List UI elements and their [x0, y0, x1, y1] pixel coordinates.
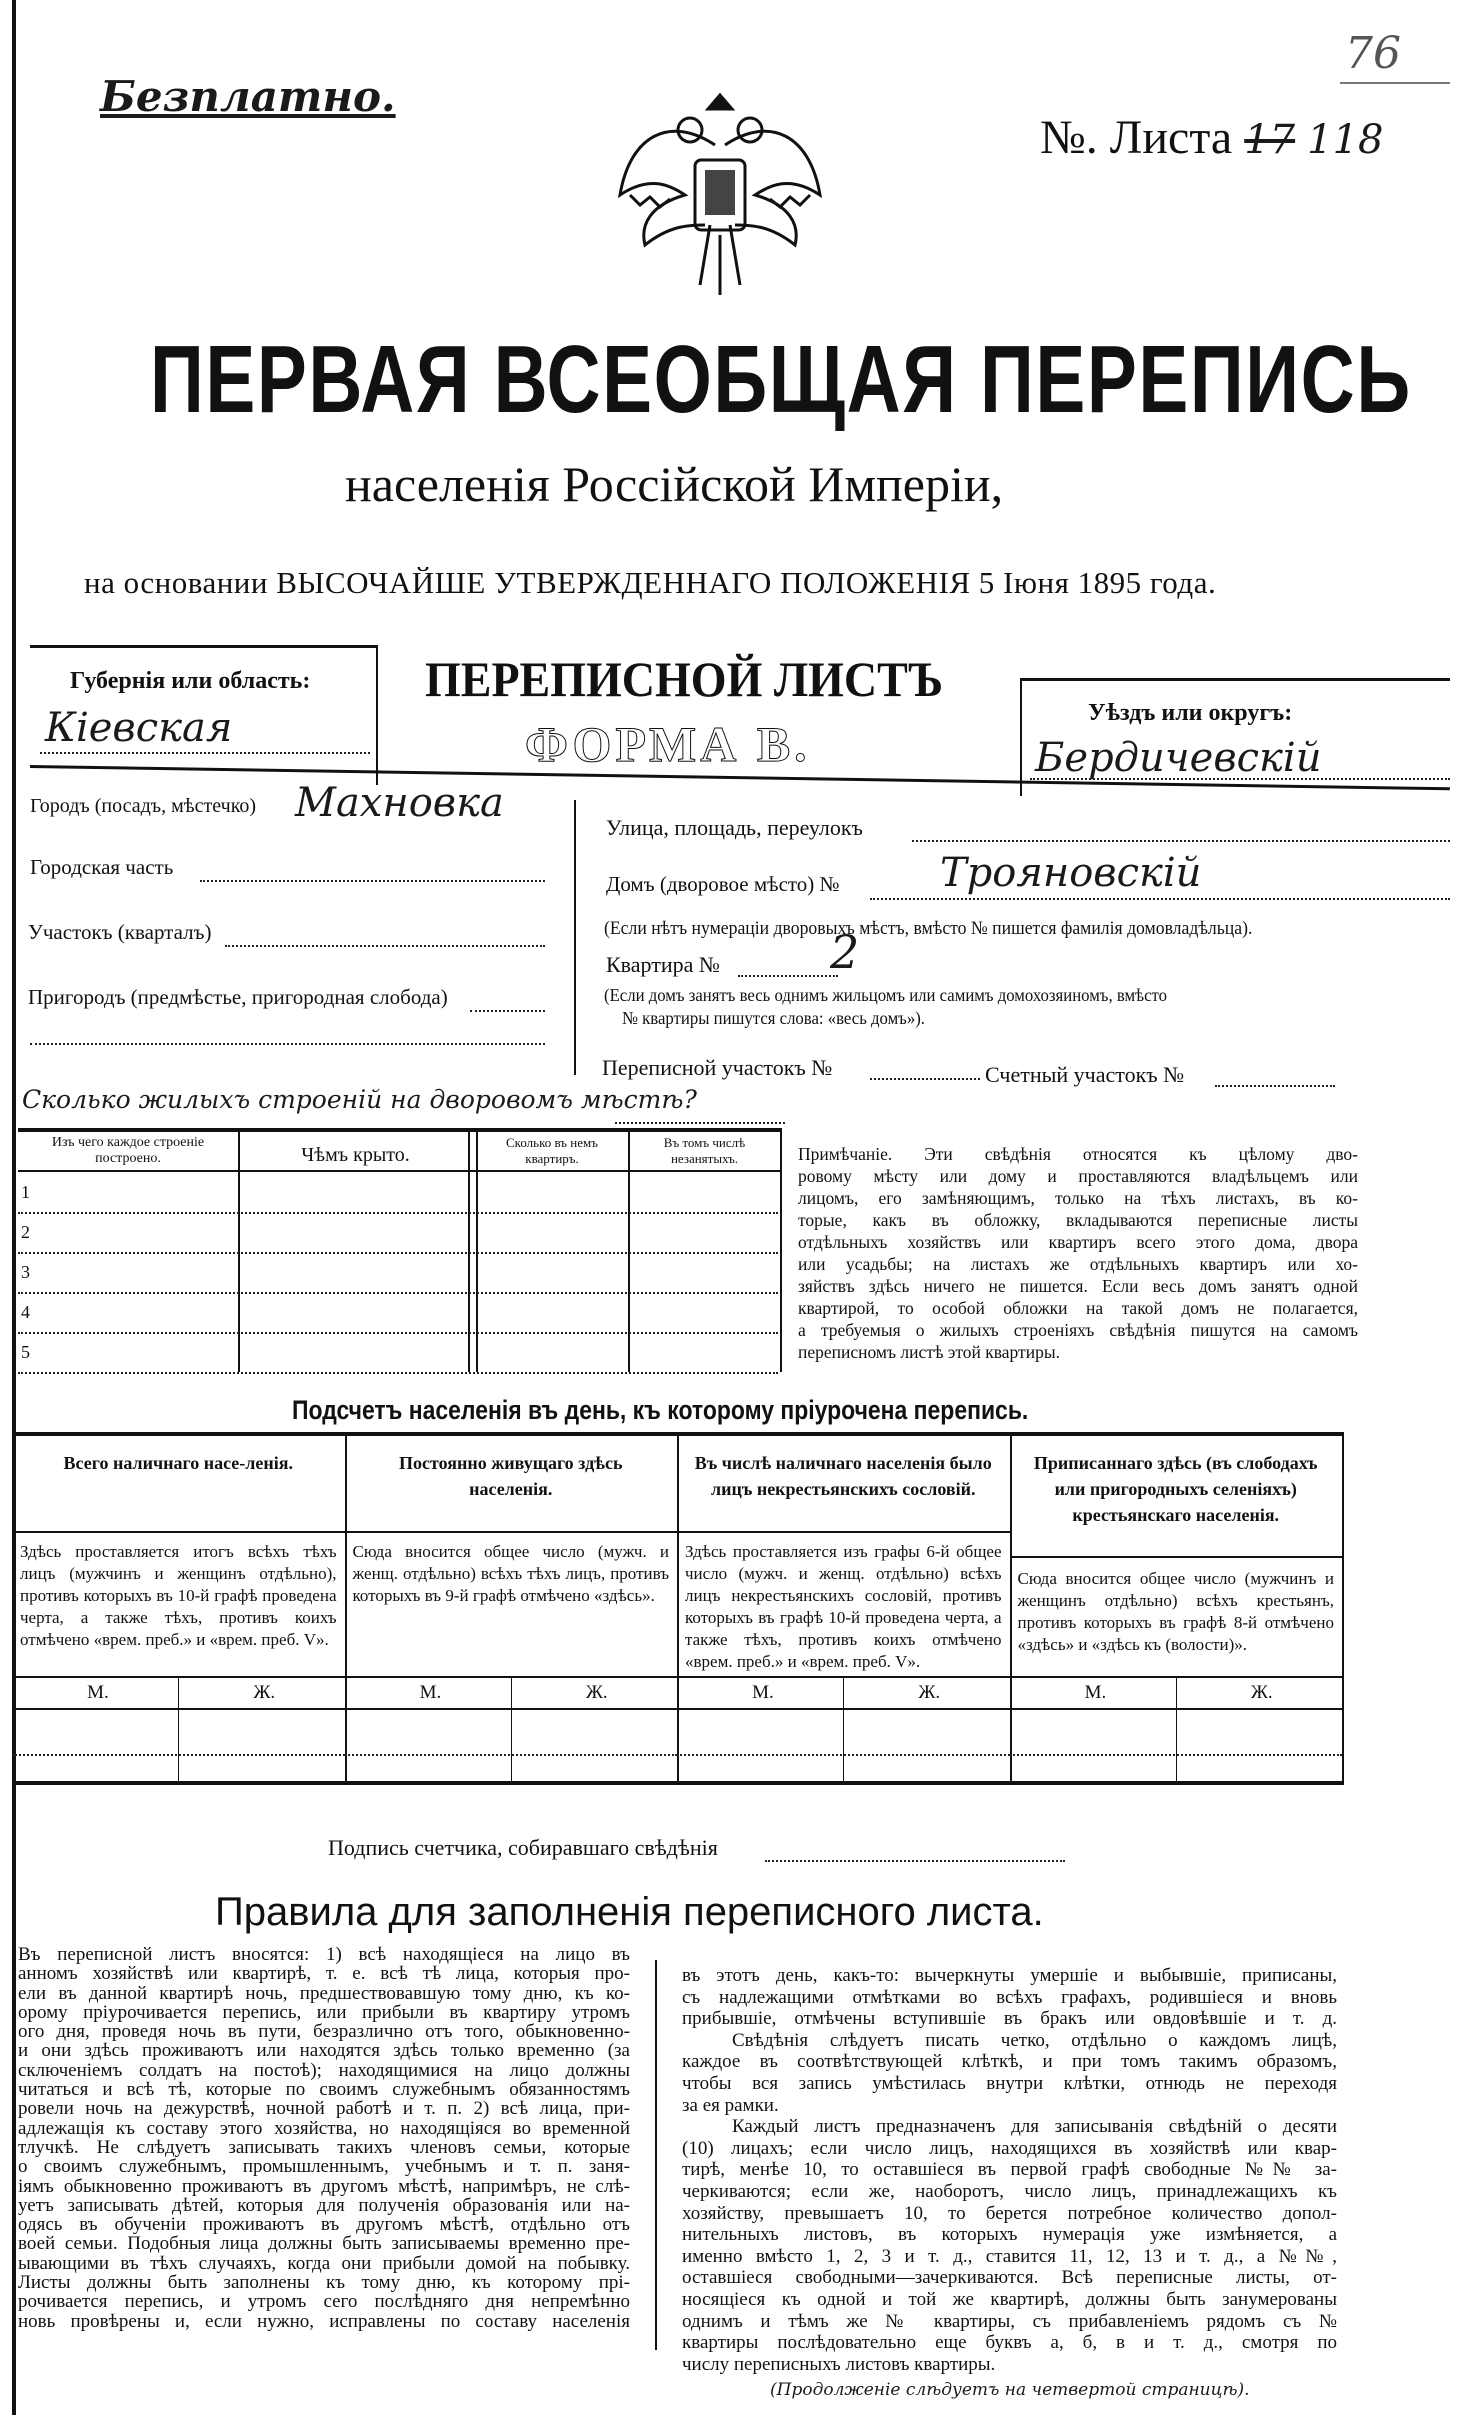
mf-divider	[511, 1676, 512, 1781]
free-label: Безплатно.	[100, 72, 396, 121]
apartment-value: 2	[830, 925, 860, 979]
signature-label: Подпись счетчика, собиравшаго свѣдѣнія	[328, 1835, 718, 1860]
suburb-line	[470, 1010, 545, 1012]
rules-title: Правила для заполненія переписного листа.	[215, 1890, 1044, 1934]
buildings-header-vacant: Въ томъ числѣ незанятыхъ.	[663, 1135, 746, 1166]
street-label: Улица, площадь, переулокъ	[606, 815, 863, 840]
rules-line: нительныхъ листовъ, въ которыхъ нумерація уже измѣняется, а	[682, 2224, 1337, 2246]
total-line	[345, 1754, 678, 1756]
rules-line: орому пріурочивается перепись, или прибыли въ квартиру утромъ	[18, 2002, 630, 2023]
row-line	[18, 1212, 778, 1214]
rules-line: каждое въ соотвѣтствующей клѣткѣ, и при томъ такимъ образомъ,	[682, 2051, 1337, 2073]
buildings-question: Сколько жилыхъ строеній на дворовомъ мѣстѣ?	[22, 1085, 697, 1114]
row-number: 4	[21, 1302, 30, 1322]
female-label: Ж.	[253, 1682, 276, 1703]
house-line	[870, 898, 1450, 900]
sheet-number	[1040, 110, 1383, 165]
row-number: 3	[21, 1262, 30, 1282]
archive-mark-underline	[1340, 82, 1450, 84]
imperial-eagle-icon	[610, 75, 830, 315]
form-title: ПЕРЕПИСНОЙ ЛИСТЪ	[425, 651, 944, 707]
column-header: Въ числѣ наличнаго населенія было лицъ некрестьянскихъ сословій.	[694, 1453, 992, 1499]
buildings-note	[798, 1143, 1358, 1363]
rules-line: Листы должны быть заполнены къ тому дню, къ которому прі-	[18, 2273, 630, 2293]
left-fields-border	[574, 800, 576, 1075]
rules-line: тирѣ, менѣе 10, то оставшіеся въ первой графѣ свободные №№ за-	[682, 2159, 1337, 2181]
rules-line: оставшіеся свободными—зачеркиваются. Всѣ переписные листы, от-	[682, 2267, 1337, 2289]
rules-line: въ этотъ день, какъ-то: вычеркнуты умершіе и выбывшіе, приписаны,	[682, 1965, 1337, 1986]
rules-line: ели въ данной квартирѣ ночь, предшествовавшую тому дню, къ ко-	[18, 1983, 630, 2003]
count-district-label: Счетный участокъ №	[985, 1062, 1185, 1087]
rules-line: одясь въ обученіи проживаютъ въ другомъ мѣстѣ, отдѣльно отъ	[18, 2215, 630, 2235]
rules-line: читаться и всѣ тѣ, которые по своимъ служебнымъ обязанностямъ	[18, 2080, 630, 2100]
rules-line: квартиры послѣдовательно еще буквъ а, б, в и т. д., смотря по	[682, 2332, 1337, 2354]
row-line	[18, 1332, 778, 1334]
mf-divider	[843, 1676, 844, 1781]
archive-mark: 76	[1345, 28, 1401, 79]
suburb-line-2	[30, 1043, 545, 1045]
uezd-value: Бердичевскій	[1035, 735, 1322, 781]
rules-line: тлучкѣ. Не слѣдуетъ записывать такихъ членовъ семьи, которые	[18, 2137, 630, 2158]
buildings-table	[18, 1128, 782, 1372]
count-district-line	[1215, 1085, 1335, 1087]
male-label: М.	[419, 1682, 442, 1703]
col-divider	[345, 1436, 347, 1781]
rules-line: (10) лицахъ; если число лицъ, находящихся въ хозяйствѣ или квар-	[682, 2137, 1337, 2159]
uezd-box-left	[1020, 678, 1022, 796]
buildings-answer-line	[615, 1122, 785, 1124]
city-part-line	[200, 880, 545, 882]
rules-line: именно вмѣсто 1, 2, 3 и т. д., ставится 11, 12, 13 и т. д., а №№,	[682, 2245, 1337, 2267]
rules-line: рочивается перепись, и утромъ сего послѣдняго дня непремѣнно	[18, 2292, 630, 2312]
rules-right-column	[682, 1965, 1337, 2375]
buildings-header-apartments: Сколько въ немъ квартиръ.	[506, 1135, 598, 1166]
column-header: Всего наличнаго насе-ленія.	[63, 1453, 293, 1473]
sheet-struck-number: 17	[1244, 117, 1296, 163]
col-divider	[677, 1436, 679, 1781]
rules-line: черкиваются; если же, наоборотъ, число лицъ, принадлежащихъ къ	[682, 2180, 1337, 2202]
buildings-header-roof: Чѣмъ крыто.	[301, 1144, 410, 1166]
sheet-number-value: 118	[1307, 117, 1384, 163]
signature-line	[765, 1860, 1065, 1862]
row-number: 1	[21, 1182, 30, 1202]
female-label: Ж.	[918, 1682, 941, 1703]
rules-line: Свѣдѣнія слѣдуетъ писать четко, отдѣльно о каждомъ лицѣ,	[732, 2029, 1337, 2051]
rules-left-column	[18, 1945, 630, 2331]
gubernia-value: Кіевская	[45, 705, 233, 751]
form-top-line	[30, 645, 378, 648]
population-title: Подсчетъ населенія въ день, къ которому пріурочена перепись.	[292, 1395, 1029, 1425]
note-line: торые, какъ въ обложку, вкладываются переписные листы	[798, 1210, 1358, 1230]
rules-line: носящіеся къ одной и той же квартирѣ, должны быть занумерованы	[682, 2288, 1337, 2310]
rules-line: чтобы вся запись умѣстилась внутри клѣтки, отнюдь не переходя	[682, 2072, 1337, 2094]
gubernia-line	[40, 752, 370, 754]
city-label: Городъ (посадъ, мѣстечко)	[30, 795, 257, 817]
house-value: Трояновскій	[940, 850, 1202, 896]
rules-line: сключеніемъ солдатъ на постоѣ); находящимися на лицо должны	[18, 2060, 630, 2081]
rules-line: хозяйству, превышаетъ 10, то берется потребное количество допол-	[682, 2202, 1337, 2224]
sheet-label: №. Листа	[1040, 111, 1233, 164]
apartment-note-2: № квартиры пишутся слова: «весь домъ»).	[622, 1008, 925, 1028]
rules-line: ывающими въ тѣхъ случаяхъ, когда они прибыли домой на побывку.	[18, 2253, 630, 2274]
note-line: а требуемыя о жилыхъ строеніяхъ свѣдѣнія пишутся на самомъ	[798, 1320, 1358, 1340]
rules-line: новь провѣрены и, если нужно, исправлены по составу населенія	[18, 2311, 630, 2331]
note-line: зяйствъ здѣсь ничего не пишется. Если весь домъ занятъ одной	[798, 1276, 1358, 1296]
rules-line: за ея рамки.	[682, 2094, 779, 2116]
rules-line: адлежащія къ составу этого хозяйства, но находящіяся во временной	[18, 2118, 630, 2138]
header-rule	[677, 1531, 1010, 1533]
population-table	[12, 1432, 1344, 1785]
form-subtitle: ФОРМА В.	[525, 716, 811, 772]
rules-line: и они здѣсь проживаютъ или находятся здѣсь только временно (за	[18, 2041, 630, 2061]
note-line: лицомъ, его замѣняющимъ, только на тѣхъ листахъ, въ ко-	[798, 1188, 1358, 1208]
male-label: М.	[752, 1682, 774, 1703]
note-line: отдѣльныхъ хозяйствъ или квартиръ всего этого дома, двора	[798, 1232, 1358, 1252]
col-divider	[1010, 1436, 1012, 1781]
female-label: Ж.	[1250, 1682, 1273, 1703]
page-subtitle: населенія Россійской Имперіи,	[345, 456, 1004, 512]
rules-line: ровели ночь на дежурствѣ, ночной работѣ и т. п. 2) всѣ лица, при-	[18, 2099, 630, 2119]
page-title: ПЕРВАЯ ВСЕОБЩАЯ ПЕРЕПИСЬ	[150, 326, 1412, 433]
rules-line: прибывшіе, отмѣчены вступившіе въ бракъ или овдовѣвшіе и т. д.	[682, 2008, 1337, 2030]
gubernia-box-right	[376, 645, 378, 785]
rules-line: Въ переписной листъ вносятся: 1) всѣ находящіеся на лицо въ	[18, 1945, 630, 1965]
row-number: 5	[21, 1342, 30, 1362]
total-line	[1010, 1754, 1343, 1756]
uezd-box-top	[1022, 678, 1450, 681]
rules-line: ого дня, проведя ночь въ пути, безразлично отъ того, обыкновенно-	[18, 2022, 630, 2042]
city-part-label: Городская часть	[30, 855, 174, 879]
note-line: ровому мѣсту или дому и проставляются владѣльцемъ или	[798, 1166, 1358, 1186]
header-rule	[345, 1531, 678, 1533]
uezd-label: Уѣздъ или округъ:	[1088, 700, 1293, 726]
uezd-line	[1030, 778, 1450, 780]
gubernia-label: Губернія или область:	[70, 668, 311, 694]
apartment-line	[738, 975, 838, 977]
female-label: Ж.	[585, 1682, 608, 1703]
apartment-note-1: (Если домъ занятъ весь однимъ жильцомъ или самимъ домохозяиномъ, вмѣсто	[604, 985, 1168, 1005]
total-line	[12, 1754, 345, 1756]
rules-line: іямъ обыкновенно проживаютъ въ другомъ мѣстѣ, напримѣръ, не слѣ-	[18, 2176, 630, 2196]
rules-continued: (Продолженіе слѣдуетъ на четвертой страницѣ).	[770, 2380, 1250, 2400]
note-line: переписномъ листѣ этой квартиры.	[798, 1342, 1060, 1362]
row-line	[18, 1252, 778, 1254]
buildings-header-material: Изъ чего каждое строеніе построено.	[51, 1135, 205, 1166]
row-number: 2	[21, 1222, 30, 1242]
apartment-label: Квартира №	[606, 952, 720, 977]
rules-line: Каждый листъ предназначенъ для записыванія свѣдѣній о десяти	[732, 2116, 1337, 2138]
column-description: Здѣсь проставляется изъ графы 6-й общее число (мужч. и женщ. отдѣльно) всѣхъ лицъ некрестьянскихъ сословій, противъ которыхъ въ графѣ 10-й проведена черта, а также тѣхъ, противъ коихъ отмѣчено «врем. преб.» и «врем. преб. V».	[685, 1542, 1002, 1671]
basis-line: на основании ВЫСОЧАЙШЕ УТВЕРЖДЕННАГО ПОЛОЖЕНІЯ 5 Іюня 1895 года.	[84, 565, 1217, 600]
total-line	[677, 1754, 1010, 1756]
district-label: Участокъ (кварталъ)	[28, 920, 212, 944]
house-note: (Если нѣтъ нумераціи дворовыхъ мѣстъ, вмѣсто № пишется фамилія домовладѣльца).	[604, 918, 1253, 939]
house-label: Домъ (дворовое мѣсто) №	[606, 872, 840, 896]
header-rule	[12, 1531, 345, 1533]
census-district-label: Переписной участокъ №	[602, 1055, 833, 1080]
mf-divider	[1176, 1676, 1177, 1781]
rules-line: анномъ хозяйствѣ или квартирѣ, т. е. всѣ тѣ лица, которыя про-	[18, 1964, 630, 1984]
rules-line: уетъ записывать дѣтей, которыя для полученія образованія или на-	[18, 2195, 630, 2216]
rules-line: воей семьи. Подобныя лица должны быть записываемы временно пре-	[18, 2234, 630, 2254]
mf-divider	[178, 1676, 179, 1781]
row-line	[18, 1372, 778, 1374]
rules-column-divider	[655, 1960, 657, 2350]
male-label: М.	[1084, 1682, 1107, 1703]
note-line: Примѣчаніе. Эти свѣдѣнія относятся къ цѣлому дво-	[798, 1144, 1358, 1164]
rules-line: однимъ и тѣмъ же № квартиры, съ прибавленіемъ рядомъ съ №	[682, 2310, 1337, 2332]
page-edge-line	[12, 0, 16, 2415]
note-line: или усадьбы; на листахъ же отдѣльныхъ квартиръ или хо-	[798, 1254, 1358, 1274]
rules-line: о своимъ служебнымъ, промышленнымъ, учебнымъ и т. п. заня-	[18, 2157, 630, 2177]
rules-line: числу переписныхъ листовъ квартиры.	[682, 2353, 996, 2375]
city-value: Махновка	[295, 780, 504, 826]
header-rule	[18, 1170, 780, 1172]
column-description: Сюда вносится общее число (мужч. и женщ. отдѣльно) всѣхъ тѣхъ лицъ, противъ которыхъ въ 9-й графѣ отмѣчено «здѣсь».	[352, 1542, 669, 1605]
district-line	[225, 945, 545, 947]
male-label: М.	[87, 1682, 109, 1703]
rules-line: съ надлежащими отмѣтками во всѣхъ графахъ, родившіеся и вновь	[682, 1986, 1337, 2008]
column-header: Постоянно живущаго здѣсь населенія.	[398, 1453, 623, 1499]
column-header: Приписаннаго здѣсь (въ слободахъ или пригородныхъ селеніяхъ) крестьянскаго населенія.	[1033, 1453, 1318, 1525]
street-line	[912, 840, 1450, 842]
column-description: Сюда вносится общее число (мужчинъ и женщинъ отдѣльно) всѣхъ крестьянъ, противъ которыхъ въ графѣ 8-й отмѣчено «здѣсь» и «здѣсь къ (волости)».	[1017, 1569, 1334, 1654]
header-rule	[1010, 1556, 1343, 1558]
column-description: Здѣсь проставляется итогъ всѣхъ тѣхъ лицъ (мужчинъ и женщинъ отдѣльно), противъ которыхъ въ 10-й графѣ проведена черта, а также тѣхъ, противъ коихъ отмѣчено «врем. преб.» и «врем. преб. V».	[20, 1542, 337, 1649]
note-line: квартирой, то особой обложки на такой домъ не полагается,	[798, 1298, 1358, 1318]
suburb-label: Пригородъ (предмѣстье, пригородная слобода)	[28, 985, 448, 1009]
census-district-line	[870, 1078, 980, 1080]
row-line	[18, 1292, 778, 1294]
